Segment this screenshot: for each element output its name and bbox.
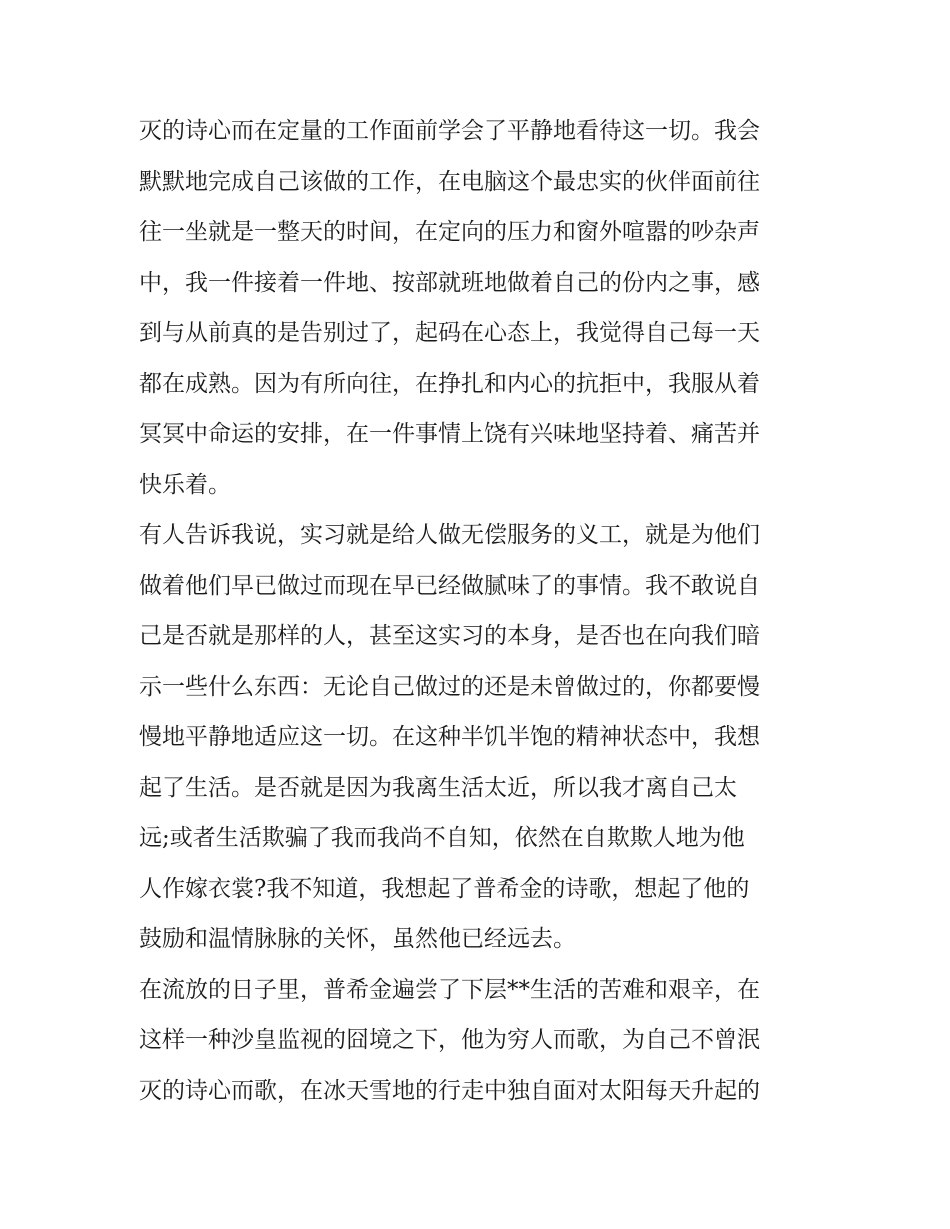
text-line: 中，我一件接着一件地、按部就班地做着自己的份内之事，感 [139, 269, 760, 296]
text-line: 慢地平静地适应这一切。在这种半饥半饱的精神状态中，我想 [139, 724, 760, 750]
text-line: 默默地完成自己该做的工作，在电脑这个最忠实的伙伴面前往 [139, 168, 760, 195]
body-text [139, 106, 819, 1116]
text-line: 远;或者生活欺骗了我而我尚不自知，依然在自欺欺人地为他 [139, 825, 745, 851]
text-line: 在流放的日子里，普希金遍尝了下层**生活的苦难和艰辛，在 [139, 976, 760, 1003]
text-line: 冥冥中命运的安排，在一件事情上饶有兴味地坚持着、痛苦并 [139, 421, 760, 447]
text-line: 鼓励和温情脉脉的关怀，虽然他已经远去。 [139, 926, 576, 952]
text-line: 往一坐就是一整天的时间，在定向的压力和窗外喧嚣的吵杂声 [139, 219, 760, 245]
paragraph-1 [139, 106, 819, 510]
text-line: 人作嫁衣裳?我不知道，我想起了普希金的诗歌，想起了他的 [139, 875, 750, 902]
text-line: 示一些什么东西：无论自己做过的还是未曾做过的，你都要慢 [139, 673, 760, 700]
text-line: 灭的诗心而在定量的工作面前学会了平静地看待这一切。我会 [139, 118, 760, 144]
text-line: 做着他们早已做过而现在早已经做腻味了的事情。我不敢说自 [139, 572, 760, 599]
paragraph-3 [139, 965, 819, 1117]
text-line: 己是否就是那样的人，甚至这实习的本身，是否也在向我们暗 [139, 623, 760, 649]
text-line: 这样一种沙皇监视的囧境之下，他为穷人而歌，为自己不曾泯 [139, 1027, 760, 1053]
text-line: 起了生活。是否就是因为我离生活太近，所以我才离自己太 [139, 774, 737, 801]
paragraph-2 [139, 510, 819, 965]
text-line: 快乐着。 [139, 471, 231, 498]
text-line: 都在成熟。因为有所向往，在挣扎和内心的抗拒中，我服从着 [139, 370, 760, 397]
text-line: 有人告诉我说，实习就是给人做无偿服务的义工，就是为他们 [139, 522, 760, 548]
text-line: 到与从前真的是告别过了，起码在心态上，我觉得自己每一天 [139, 320, 760, 346]
text-line: 灭的诗心而歌，在冰天雪地的行走中独自面对太阳每天升起的 [139, 1077, 760, 1104]
